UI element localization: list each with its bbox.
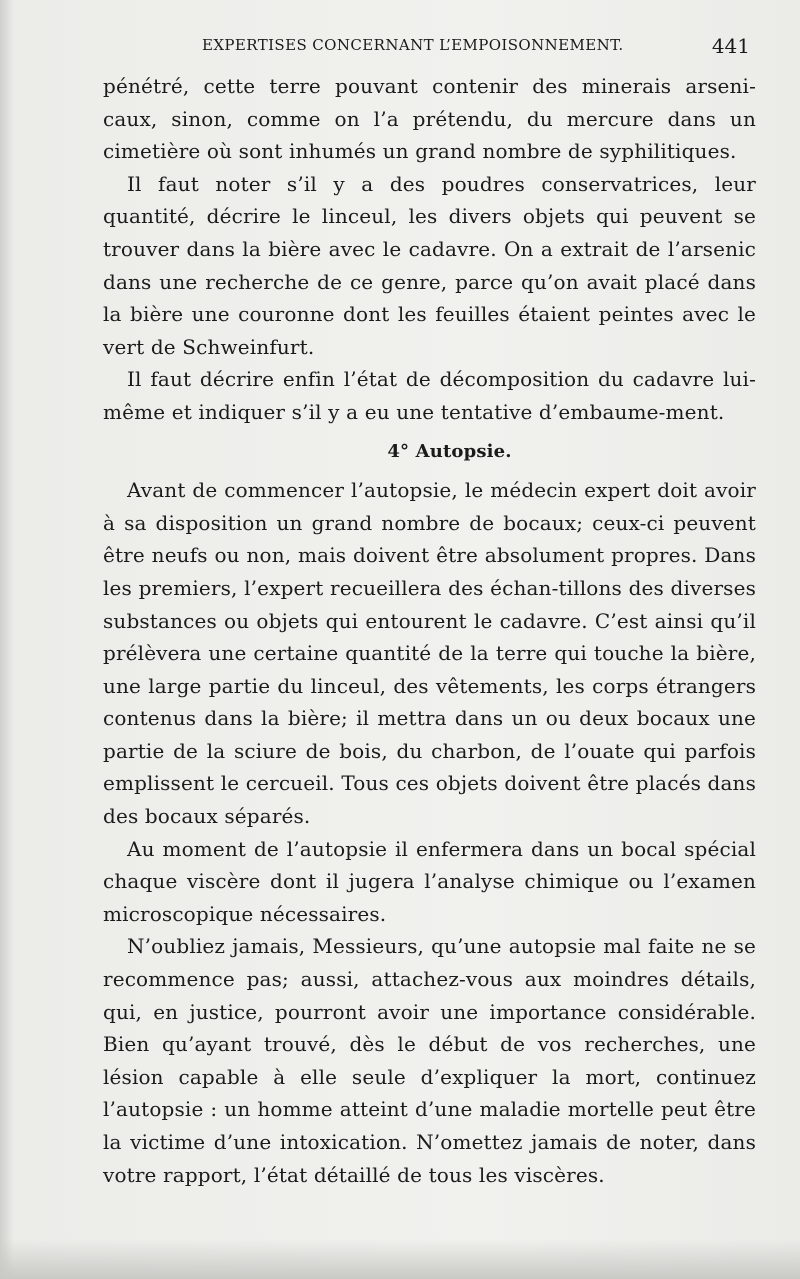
running-head (202, 36, 760, 58)
running-title: EXPERTISES CONCERNANT L’EMPOISONNEMENT. (202, 36, 624, 54)
paragraph-viscera: Au moment de l’autopsie il enfermera dans un bocal spécial chaque viscère dont il jugera l’analyse chimique ou l’examen microscopique nécessaires. (103, 836, 756, 926)
body-text (103, 70, 756, 1191)
page-number: 441 (711, 34, 750, 58)
paragraph-jars: Avant de commencer l’autopsie, le médecin expert doit avoir à sa disposition un grand nombre de bocaux; ceux-ci peuvent être neufs ou non, mais doivent être absolument propres. Dans les premiers, l’expert recueillera des échan-tillons des diverses substances ou objets qui entourent le cadavre. C’est ainsi qu’il prélèvera une certaine quantité de la terre qui touche la bière, une large partie du linceul, des vêtements, les corps étrangers contenus dans la bière; il mettra dans un ou deux bocaux une partie de la sciure de bois, du charbon, de l’ouate qui parfois emplissent le cercueil. Tous ces objets doivent être placés dans des bocaux séparés. (103, 478, 756, 829)
section-heading: 4° Autopsie. (387, 440, 512, 462)
paragraph-decomposition: Il faut décrire enfin l’état de décomposition du cadavre lui-même et indiquer s’il y a eu une tentative d’embaume-ment. (103, 367, 756, 424)
paragraph-continued: pénétré, cette terre pouvant contenir des minerais arseni-caux, sinon, comme on l’a prétendu, du mercure dans un cimetière où sont inhumés un grand nombre de syphilitiques. (103, 74, 756, 164)
paragraph-shroud: Il faut noter s’il y a des poudres conservatrices, leur quantité, décrire le linceul, les divers objets qui peuvent se trouver dans la bière avec le cadavre. On a extrait de l’arsenic dans une recherche de ce genre, parce qu’on avait placé dans la bière une couronne dont les feuilles étaient peintes avec le vert de Schweinfurt. (103, 171, 756, 359)
paragraph-advice: N’oubliez jamais, Messieurs, qu’une autopsie mal faite ne se recommence pas; aussi, attachez-vous aux moindres détails, qui, en justice, pourront avoir une importance considérable. Bien qu’ayant trouvé, dès le début de vos recherches, une lésion capable à elle seule d’expliquer la mort, continuez l’autopsie : un homme atteint d’une maladie mortelle peut être la victime d’une intoxication. N’omettez jamais de noter, dans votre rapport, l’état détaillé de tous les viscères. (103, 934, 756, 1187)
